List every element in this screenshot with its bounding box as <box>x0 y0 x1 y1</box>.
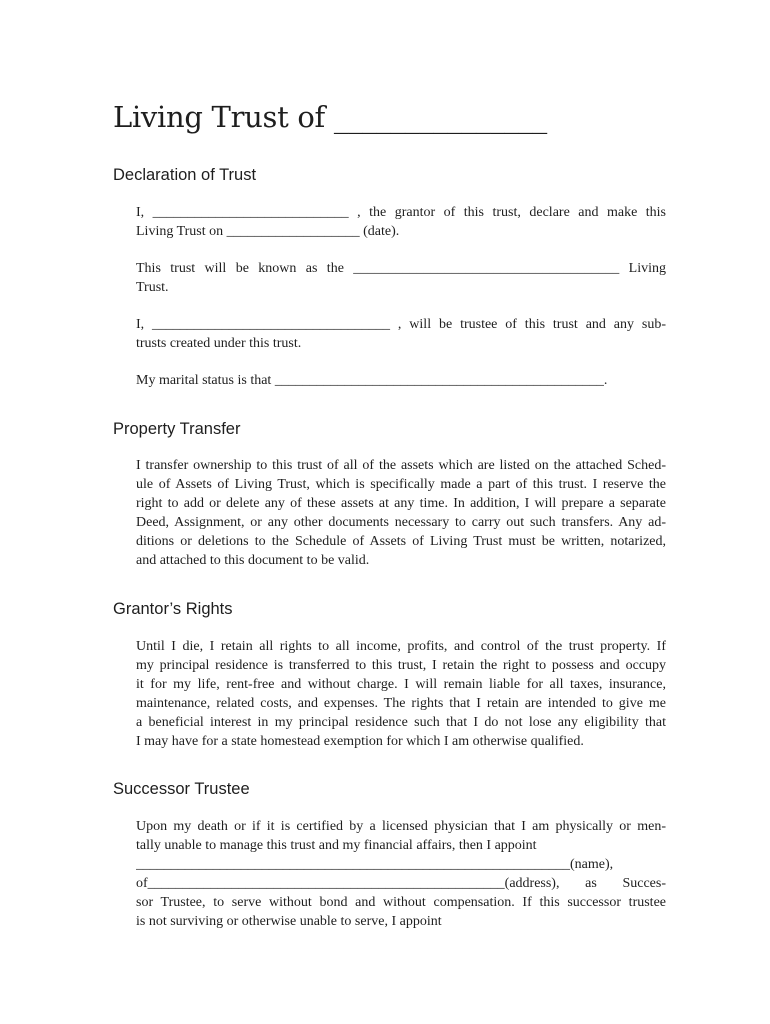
paragraph-line: I, ____________________________ , the grantor of this trust, declare and make this <box>136 205 666 220</box>
document-title: Living Trust of _______________ <box>113 100 547 134</box>
paragraph-line: Deed, Assignment, or any other documents necessary to carry out such transfers. Any ad- <box>136 515 666 530</box>
paragraph-line: a beneficial interest in my principal residence such that I do not lose any eligibility that <box>136 715 666 730</box>
paragraph-grantors-rights <box>136 637 666 751</box>
paragraph-line: Until I die, I retain all rights to all income, profits, and control of the trust property. If <box>136 639 666 654</box>
paragraph-line: This trust will be known as the ______________________________________ Living <box>136 261 666 276</box>
paragraph-line: Trust. <box>136 280 169 295</box>
section-heading-successor-trustee: Successor Trustee <box>113 780 250 798</box>
paragraph-successor-trustee <box>136 817 666 931</box>
paragraph-line: I, __________________________________ , will be trustee of this trust and any sub- <box>136 317 666 332</box>
paragraph-line: My marital status is that _______________________________________________. <box>136 373 608 388</box>
paragraph-line: sor Trustee, to serve without bond and without compensation. If this successor trustee <box>136 895 666 910</box>
paragraph-line: I may have for a state homestead exemption for which I am otherwise qualified. <box>136 734 584 749</box>
paragraph-grantor-declaration <box>136 203 666 241</box>
section-heading-grantors-rights: Grantor’s Rights <box>113 600 233 618</box>
paragraph-marital-status <box>136 371 666 390</box>
paragraph-trustee <box>136 315 666 353</box>
paragraph-line: right to add or delete any of these assets at any time. In addition, I will prepare a separate <box>136 496 666 511</box>
paragraph-line: ditions or deletions to the Schedule of Assets of Living Trust must be written, notarized, <box>136 534 666 549</box>
paragraph-line: of___________________________________________________(address), as Succes- <box>136 876 666 891</box>
paragraph-line: it for my life, rent-free and without charge. I will remain liable for all taxes, insurance, <box>136 677 666 692</box>
paragraph-line: trusts created under this trust. <box>136 336 302 351</box>
paragraph-line: ______________________________________________________________(name), <box>136 857 614 872</box>
paragraph-property-transfer <box>136 456 666 570</box>
section-heading-property-transfer: Property Transfer <box>113 420 241 438</box>
paragraph-line: is not surviving or otherwise unable to serve, I appoint <box>136 914 442 929</box>
paragraph-line: maintenance, related costs, and expenses. The rights that I retain are intended to give me <box>136 696 666 711</box>
paragraph-line: ule of Assets of Living Trust, which is specifically made a part of this trust. I reserve the <box>136 477 666 492</box>
paragraph-line: my principal residence is transferred to this trust, I retain the right to possess and occupy <box>136 658 666 673</box>
paragraph-line: and attached to this document to be valid. <box>136 553 370 568</box>
paragraph-line: tally unable to manage this trust and my financial affairs, then I appoint <box>136 838 537 853</box>
paragraph-line: Living Trust on ___________________ (date). <box>136 224 400 239</box>
section-heading-declaration-of-trust: Declaration of Trust <box>113 166 257 184</box>
paragraph-line: Upon my death or if it is certified by a licensed physician that I am physically or men- <box>136 819 666 834</box>
paragraph-trust-name <box>136 259 666 297</box>
paragraph-line: I transfer ownership to this trust of all of the assets which are listed on the attached Sched- <box>136 458 666 473</box>
